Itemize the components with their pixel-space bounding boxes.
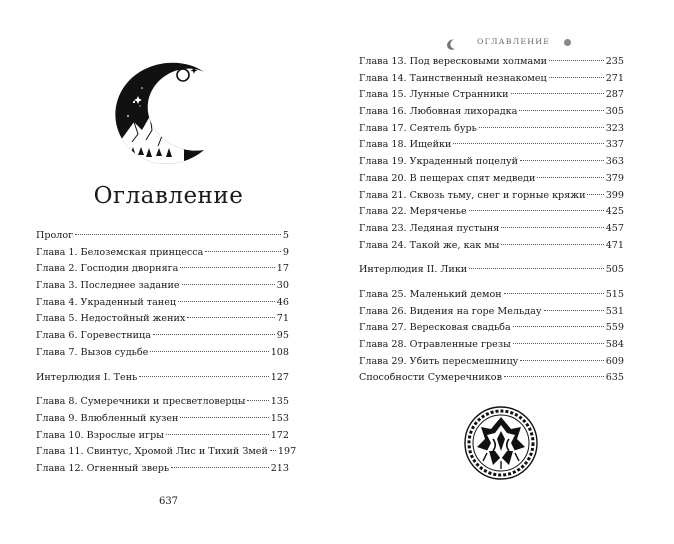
- dot-leader: [520, 360, 603, 361]
- toc-spacer: [36, 362, 289, 370]
- toc-entry-page: 363: [605, 156, 624, 168]
- toc-entry-label: Глава 1. Белоземская принцесса: [36, 246, 204, 258]
- toc-entry[interactable]: [359, 204, 624, 221]
- toc-entry-page: 172: [270, 429, 289, 441]
- dot-icon: [564, 39, 571, 46]
- toc-entry[interactable]: [36, 295, 289, 312]
- toc-entry-page: 531: [605, 305, 624, 317]
- toc-entry[interactable]: [36, 228, 289, 245]
- toc-entry-label: Глава 4. Украденный танец: [36, 296, 177, 308]
- toc-entry-page: 505: [605, 264, 624, 276]
- page-number: 637: [158, 496, 179, 507]
- dot-leader: [180, 417, 268, 418]
- toc-entry-label: Глава 3. Последнее задание: [36, 280, 180, 292]
- dot-leader: [178, 301, 275, 302]
- toc-spacer: [359, 279, 624, 287]
- toc-entry-label: Глава 7. Вызов судьбе: [36, 346, 149, 358]
- dot-leader: [544, 310, 604, 311]
- toc-entry[interactable]: [359, 304, 624, 321]
- dot-leader: [180, 267, 274, 268]
- toc-entry-page: 46: [276, 296, 289, 308]
- dot-leader: [75, 234, 281, 235]
- toc-entry-label: Глава 23. Ледяная пустыня: [359, 222, 500, 234]
- toc-entry-label: Глава 17. Сеятель бурь: [359, 122, 477, 134]
- toc-entry[interactable]: [359, 188, 624, 205]
- toc-entry[interactable]: [36, 444, 297, 461]
- dot-leader: [166, 434, 269, 435]
- toc-entry[interactable]: [359, 171, 624, 188]
- right-page: [337, 0, 674, 544]
- dot-leader: [479, 127, 604, 128]
- toc-entry-page: 399: [605, 189, 624, 201]
- dot-leader: [537, 177, 603, 178]
- toc-entry-page: 30: [276, 280, 289, 292]
- toc-entry-label: Глава 19. Украденный поцелуй: [359, 156, 519, 168]
- toc-entry[interactable]: [359, 221, 624, 238]
- toc-entry-page: 559: [605, 322, 624, 334]
- toc-entry-label: Глава 27. Вересковая свадьба: [359, 322, 511, 334]
- toc-entry[interactable]: [36, 311, 289, 328]
- toc-entry-label: Глава 28. Отравленные грезы: [359, 339, 511, 350]
- toc-entry-label: Глава 21. Сквозь тьму, снег и горные кряжи: [359, 189, 586, 201]
- toc-entry-label: Глава 15. Лунные Странники: [359, 89, 509, 101]
- toc-entry[interactable]: [359, 287, 624, 304]
- crescent-moon-landscape-icon: [112, 58, 212, 164]
- toc-entry[interactable]: [36, 411, 289, 428]
- toc-entry-page: 515: [605, 288, 624, 300]
- toc-entry[interactable]: [36, 345, 289, 362]
- toc-entry-interlude[interactable]: [36, 370, 289, 387]
- toc-entry-label: Глава 10. Взрослые игры: [36, 429, 164, 441]
- toc-entry-label: Интерлюдия I. Тень: [36, 371, 138, 383]
- toc-entry-page: 323: [605, 122, 624, 134]
- dot-leader: [513, 343, 604, 344]
- dot-leader: [520, 160, 604, 161]
- toc-list-right: [359, 54, 624, 387]
- toc-spacer: [36, 386, 289, 394]
- toc-entry-page: 5: [282, 230, 289, 241]
- toc-entry[interactable]: [359, 54, 624, 71]
- dot-leader: [205, 251, 281, 252]
- dot-leader: [513, 326, 604, 327]
- toc-entry-label: Глава 14. Таинственный незнакомец: [359, 72, 547, 84]
- toc-entry[interactable]: [359, 320, 624, 337]
- dot-leader: [453, 143, 603, 144]
- toc-entry-page: 135: [270, 396, 289, 408]
- toc-entry-label: Глава 29. Убить пересмешницу: [359, 355, 519, 367]
- dot-leader: [182, 284, 275, 285]
- toc-entry-label: Глава 20. В пещерах спят медведи: [359, 172, 536, 184]
- toc-entry-interlude[interactable]: [359, 262, 624, 279]
- crescent-moon-icon: [445, 36, 457, 55]
- toc-entry[interactable]: [36, 245, 289, 262]
- toc-entry[interactable]: [359, 121, 624, 138]
- toc-entry-page: 635: [605, 372, 624, 384]
- dot-leader: [247, 400, 268, 401]
- toc-entry[interactable]: [359, 87, 624, 104]
- toc-entry-page: 425: [605, 206, 624, 218]
- toc-entry-label: Глава 24. Такой же, как мы: [359, 239, 500, 251]
- toc-entry-label: Способности Сумеречников: [359, 372, 502, 384]
- celtic-emblem-icon: [463, 405, 539, 481]
- toc-entry-label: Глава 25. Маленький демон: [359, 288, 502, 300]
- toc-entry-page: 213: [270, 462, 289, 474]
- toc-entry-label: Глава 13. Под вересковыми холмами: [359, 56, 548, 67]
- toc-entry-page: 471: [605, 239, 624, 251]
- header-title: ОГЛАВЛЕНИЕ: [477, 37, 551, 46]
- dot-leader: [469, 268, 603, 269]
- dot-leader: [187, 317, 274, 318]
- toc-entry[interactable]: [36, 461, 289, 478]
- toc-entry[interactable]: [359, 370, 624, 387]
- dot-leader: [519, 110, 603, 111]
- toc-entry-label: Глава 16. Любовная лихорадка: [359, 106, 518, 118]
- toc-entry[interactable]: [359, 71, 624, 88]
- dot-leader: [469, 210, 604, 211]
- toc-list-left: [36, 228, 297, 478]
- toc-entry-page: 197: [277, 446, 297, 458]
- toc-entry-page: 287: [605, 89, 624, 101]
- dot-leader: [153, 334, 275, 335]
- toc-entry-label: Глава 5. Недостойный жених: [36, 313, 186, 325]
- toc-entry-page: 235: [605, 56, 624, 67]
- toc-entry[interactable]: [359, 137, 624, 154]
- toc-entry-label: Пролог: [36, 230, 74, 241]
- toc-entry-label: Глава 12. Огненный зверь: [36, 462, 170, 474]
- toc-entry-label: Глава 22. Меряченье: [359, 206, 467, 218]
- toc-entry-page: 9: [282, 246, 289, 258]
- toc-entry-page: 71: [276, 313, 289, 325]
- toc-entry-page: 108: [270, 346, 289, 358]
- toc-entry-page: 95: [276, 330, 289, 342]
- dot-leader: [501, 227, 603, 228]
- dot-leader: [150, 351, 268, 352]
- dot-leader: [504, 293, 604, 294]
- toc-entry-label: Глава 26. Видения на горе Мельдау: [359, 305, 542, 317]
- toc-entry-page: 584: [605, 339, 624, 350]
- toc-entry[interactable]: [36, 394, 289, 411]
- toc-entry-page: 271: [605, 72, 624, 84]
- toc-entry-page: 337: [605, 139, 624, 151]
- toc-entry[interactable]: [36, 261, 289, 278]
- dot-leader: [270, 450, 276, 451]
- dot-leader: [587, 194, 603, 195]
- toc-entry-page: 305: [605, 106, 624, 118]
- toc-entry-page: 17: [276, 263, 289, 275]
- toc-entry[interactable]: [359, 337, 624, 354]
- toc-entry[interactable]: [359, 354, 624, 371]
- toc-entry[interactable]: [359, 154, 624, 171]
- toc-entry-page: 609: [605, 355, 624, 367]
- dot-leader: [501, 244, 603, 245]
- toc-entry[interactable]: [36, 428, 289, 445]
- toc-entry-label: Глава 18. Ищейки: [359, 139, 452, 151]
- toc-entry-label: Интерлюдия II. Лики: [359, 264, 468, 276]
- toc-entry-label: Глава 11. Свинтус, Хромой Лис и Тихий Змей: [36, 446, 268, 458]
- toc-entry[interactable]: [36, 278, 289, 295]
- dot-leader: [549, 77, 604, 78]
- toc-entry-page: 457: [605, 222, 624, 234]
- toc-entry-label: Глава 2. Господин дворняга: [36, 263, 179, 275]
- toc-entry-page: 379: [605, 172, 624, 184]
- toc-entry[interactable]: [36, 328, 289, 345]
- running-header: [337, 36, 674, 50]
- dot-leader: [139, 376, 268, 377]
- dot-leader: [511, 93, 604, 94]
- toc-entry-label: Глава 6. Горевестница: [36, 330, 151, 342]
- toc-entry[interactable]: [359, 238, 624, 255]
- toc-entry-label: Глава 9. Влюбленный кузен: [36, 412, 179, 424]
- page-title: Оглавление: [93, 183, 244, 209]
- dot-leader: [171, 467, 269, 468]
- dot-leader: [549, 60, 604, 61]
- dot-leader: [504, 376, 604, 377]
- toc-entry-label: Глава 8. Сумеречники и пресветловерцы: [36, 396, 246, 408]
- toc-entry-page: 153: [270, 412, 289, 424]
- toc-entry[interactable]: [359, 104, 624, 121]
- toc-spacer: [359, 254, 624, 262]
- toc-entry-page: 127: [270, 371, 289, 383]
